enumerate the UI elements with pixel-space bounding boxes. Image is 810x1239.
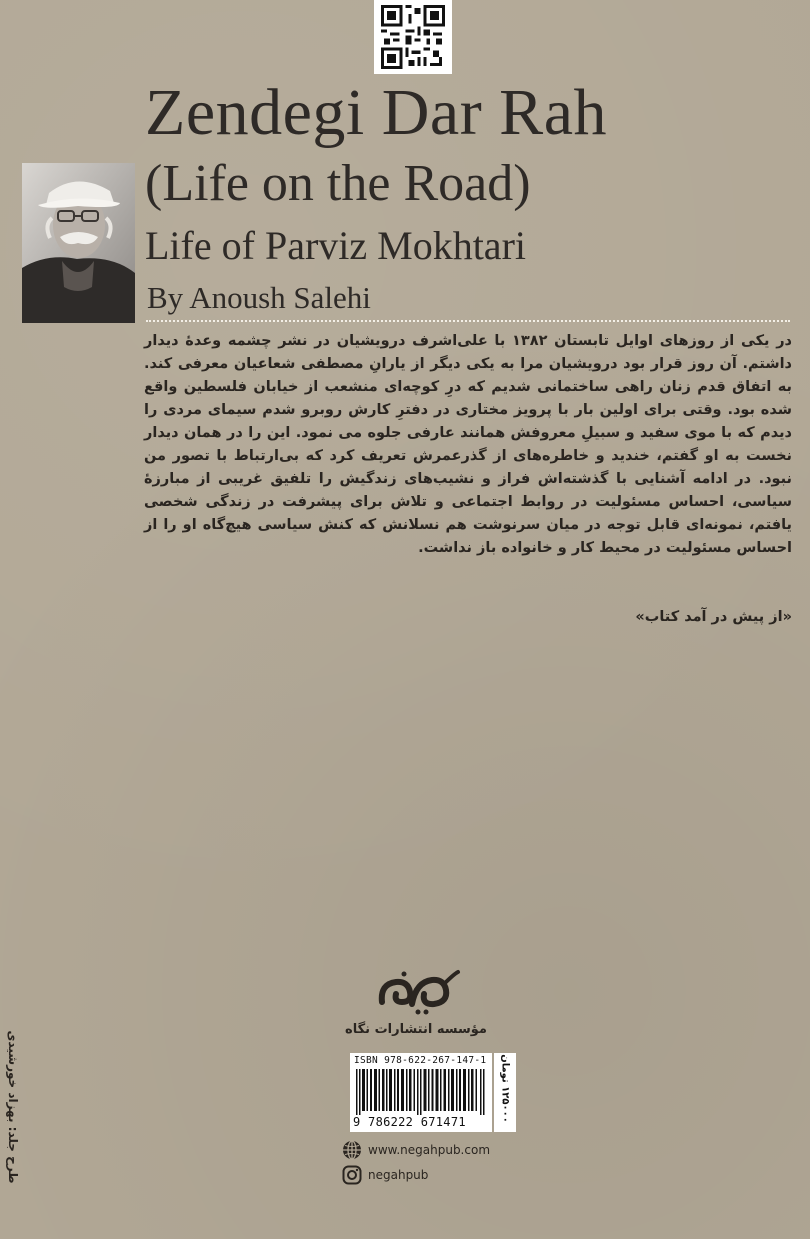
instagram-handle[interactable]: negahpub (368, 1168, 429, 1182)
blurb-source: «از پیش در آمد کتاب» (635, 609, 792, 625)
price-tag (494, 1053, 516, 1132)
book-title: Zendegi Dar Rah (145, 76, 607, 149)
cover-designer-label: طرح جلد: بهزاد خورشیدی (6, 1030, 20, 1184)
instagram-line (342, 1164, 428, 1186)
price-label: ۱۲۵۰۰۰ تومان (499, 1054, 511, 1123)
qr-code-icon (379, 5, 447, 69)
book-subject-line: Life of Parviz Mokhtari (145, 223, 526, 268)
instagram-icon (342, 1165, 362, 1185)
publisher-logo-icon (372, 966, 462, 1016)
globe-icon (342, 1140, 362, 1160)
blurb-paragraph: در یکی از روزهای اوایل تابستان ۱۳۸۲ با علی‌اشرف درویشیان در نشر چشمه وعدهٔ دیدار داشتم. آن روز قرار بود درویشیان مرا به یکی دیگر از یارانِ مصطفی شعاعیان معرفی کند. به اتفاق قدم زنان راهی ساختمانی شدیم که درِ کوچه‌ای منشعب از خیابان فلسطین واقع شده بود. وقتی برای اولین بار با پرویز مختاری در دفترِ کارش روبرو شدم سیمای مردی را دیدم که با موی سفید و سبیلِ معروفش همانند عارفی جلوه می نمود. این را در همان دیدار نخست به او گفتم، خندید و خاطره‌های از گذرعمرش تعریف کرد که بی‌ارتباط با تصور من نبود. در ادامه آشنایی با گذشته‌اش فراز و نشیب‌های زندگیش را تلفیق غریبی از مبارزهٔ سیاسی، احساس مسئولیت در روابط اجتماعی و تلاش برای پیشرفت در زندگی شخصی یافتم، نمونه‌ای قابل توجه در میان سرنوشت هم نسلانش که کنش سیاسی هیچ‌گاه او را از احساس مسئولیت در محیط کار و خانواده باز نداشت. (144, 333, 792, 556)
isbn-label: ISBN 978-622-267-147-1 (354, 1055, 487, 1066)
publisher-logo (372, 966, 462, 1016)
book-subtitle: (Life on the Road) (145, 155, 531, 212)
qr-code (374, 0, 452, 74)
barcode-digits: 9 786222 671471 (353, 1115, 466, 1129)
dotted-divider (146, 320, 790, 322)
book-author-line: By Anoush Salehi (147, 280, 371, 315)
isbn-barcode (350, 1053, 492, 1132)
blurb-text (144, 330, 792, 560)
website-line (342, 1139, 490, 1161)
cover-designer-credit (1, 1010, 25, 1210)
author-photo (22, 163, 135, 323)
website-link[interactable]: www.negahpub.com (368, 1143, 491, 1157)
barcode-bars (356, 1069, 486, 1115)
publisher-name: مؤسسه انتشارات نگاه (345, 1022, 487, 1037)
